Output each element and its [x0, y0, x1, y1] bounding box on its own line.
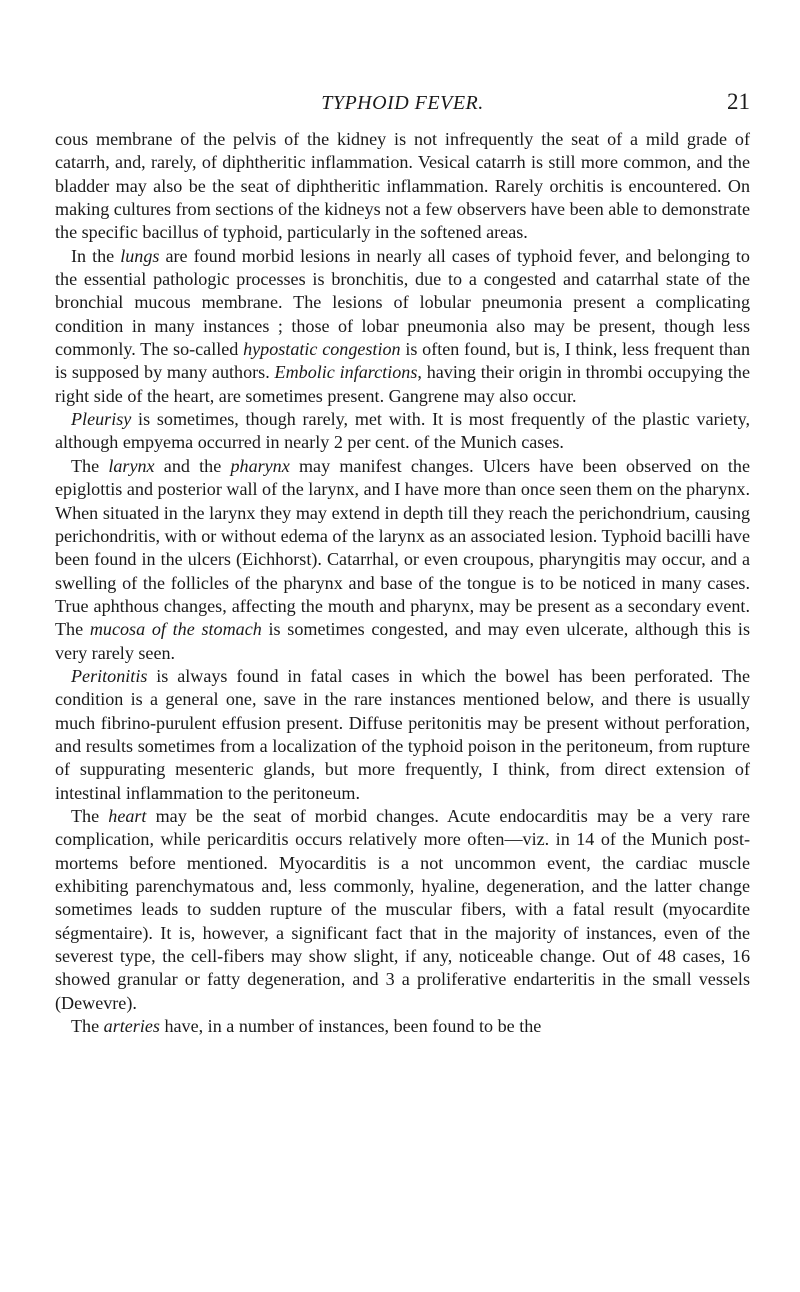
- italic-term: arteries: [103, 1016, 160, 1037]
- italic-term: pharynx: [230, 455, 290, 476]
- running-head: [55, 89, 750, 120]
- paragraph: [55, 665, 750, 805]
- text-run: is sometimes congested, and may even ulcerate, although this is very rarely seen.: [55, 619, 751, 663]
- text-run: In the: [71, 245, 121, 266]
- text-run: The: [71, 1016, 104, 1037]
- italic-term: heart: [108, 805, 147, 826]
- text-run: may manifest changes. Ulcers have been observed on the epiglottis and posterior wall of the larynx, and I have more than once seen them on the pharynx. When situated in the larynx they may extend in depth till they reach the perichondrium, causing perichondritis, with or without edema of the larynx as an associated lesion. Typhoid bacilli have been found in the ulcers (Eichhorst). Catarrhal, or even croupous, pharyngitis may occur, and a swelling of the follicles of the pharynx and base of the tongue is to be noticed in many cases. True aphthous changes, affecting the mouth and pharynx, may be present as a secondary event. The: [55, 455, 750, 640]
- italic-term: Embolic infarctions: [274, 362, 418, 383]
- paragraph: [55, 455, 750, 665]
- running-title: TYPHOID FEVER.: [321, 92, 484, 114]
- page-number: 21: [727, 89, 750, 114]
- paragraph: [55, 408, 750, 455]
- text-run: is sometimes, though rarely, met with. It is most frequently of the plastic variety, although empyema occurred in nearly 2 per cent. of the Munich cases.: [55, 409, 750, 453]
- italic-term: Pleurisy: [71, 409, 132, 430]
- italic-term: Peritonitis: [71, 665, 148, 686]
- text-run: , having their origin in thrombi occupying the right side of the heart, are sometimes present. Gangrene may also occur.: [55, 362, 750, 406]
- italic-term: hypostatic congestion: [243, 339, 401, 360]
- paragraph: [55, 805, 750, 1015]
- italic-term: mucosa of the stomach: [89, 619, 262, 640]
- body-text: [55, 128, 750, 1038]
- text-run: may be the seat of morbid changes. Acute endocarditis may be a very rare complication, while pericarditis occurs relatively more often—viz. in 14 of the Munich post-mortems before mentioned. Myocarditis is a not uncommon event, the cardiac muscle exhibiting parenchymatous and, less commonly, hyaline, degeneration, and the latter change sometimes leads to sudden rupture of the muscular fibers, with a fatal result (myocardite ségmentaire). It is, however, a significant fact that in the majority of instances, even of the severest type, the cell-fibers may show slight, if any, noticeable change. Out of 48 cases, 16 showed granular or fatty degeneration, and 3 a proliferative endarteritis in the small vessels (Dewevre).: [55, 805, 750, 1013]
- text-run: is always found in fatal cases in which the bowel has been perforated. The condition is a general one, save in the rare instances mentioned below, and there is usually much fibrino-purulent effusion present. Diffuse peritonitis may be present without perforation, and results sometimes from a localization of the typhoid poison in the peritoneum, from rupture of suppurating mesenteric glands, but more frequently, I think, from direct extension of intestinal inflammation to the peritoneum.: [55, 665, 750, 803]
- text-run: The: [71, 455, 109, 476]
- text-run: and the: [154, 455, 231, 476]
- text-run: cous membrane of the pelvis of the kidney is not infrequently the seat of a mild grade of catarrh, and, rarely, of diphtheritic inflammation. Vesical catarrh is still more common, and the bladder may also be the seat of diphtheritic inflammation. Rarely orchitis is encountered. On making cultures from sections of the kidneys not a few observers have been able to demonstrate the specific bacillus of typhoid, particularly in the softened areas.: [55, 129, 750, 243]
- italic-term: larynx: [108, 455, 155, 476]
- text-run: are found morbid lesions in nearly all cases of typhoid fever, and belonging to the essential pathologic processes is bronchitis, due to a congested and catarrhal state of the bronchial mucous membrane. The lesions of lobular pneumonia present a complicating condition in many instances ; those of lobar pneumonia also may be present, though less commonly. The so-called: [55, 245, 750, 360]
- italic-term: lungs: [120, 245, 160, 266]
- paragraph: [55, 128, 750, 245]
- text-run: is often found, but is, I think, less frequent than is supposed by many authors.: [55, 339, 751, 383]
- text-run: have, in a number of instances, been found to be the: [159, 1016, 542, 1037]
- paragraph: [55, 1015, 750, 1038]
- text-run: The: [71, 805, 109, 826]
- paragraph: [55, 245, 750, 408]
